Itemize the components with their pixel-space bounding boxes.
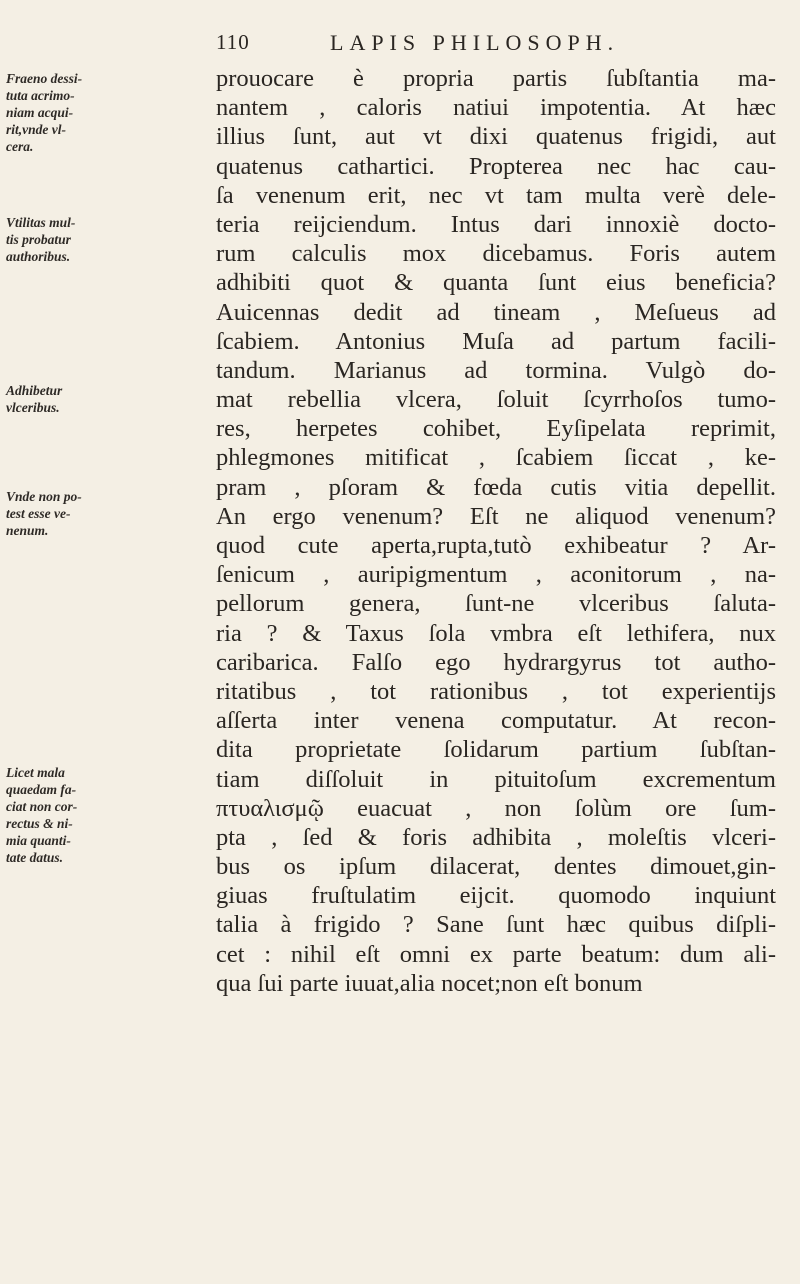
text-line: ritatibus , tot rationibus , tot experientijs: [216, 677, 776, 705]
text-line: ſcabiem. Antonius Muſa ad partum facili-: [216, 327, 776, 355]
page-header: [200, 30, 760, 60]
text-line: pellorum genera, ſunt-ne vlceribus ſaluta-: [216, 590, 776, 618]
margin-note: [6, 488, 210, 539]
text-line: caribarica. Falſo ego hydrargyrus tot autho-: [216, 648, 776, 676]
margin-note-line: authoribus.: [6, 249, 71, 264]
margin-note-line: Vnde non po-: [6, 489, 82, 504]
text-line: tiam diſſoluit in pituitoſum excrementum: [216, 765, 776, 793]
text-line: tandum. Marianus ad tormina. Vulgò do-: [216, 356, 776, 384]
margin-note: [6, 214, 210, 265]
body-text: [216, 64, 776, 998]
text-line: ſenicum , auripigmentum , aconitorum , na-: [216, 561, 776, 589]
text-line: res, herpetes cohibet, Eyſipelata reprimit,: [216, 415, 776, 443]
text-line: cet : nihil eſt omni ex parte beatum: dum ali-: [216, 940, 776, 968]
margin-note: [6, 764, 210, 866]
margin-note-line: vlceribus.: [6, 400, 60, 415]
text-line: teria reijciendum. Intus dari innoxiè docto-: [216, 210, 776, 238]
margin-note-line: Fraeno dessi-: [6, 71, 83, 86]
text-line: dita proprietate ſolidarum partium ſubſtan-: [216, 736, 776, 764]
margin-note-line: rectus & ni-: [6, 816, 73, 831]
text-line: ſa venenum erit, nec vt tam multa verè dele-: [216, 181, 776, 209]
running-title: LAPIS PHILOSOPH.: [330, 30, 620, 55]
margin-note-line: Adhibetur: [6, 383, 63, 398]
margin-note-line: ciat non cor-: [6, 799, 78, 814]
margin-note-line: test esse ve-: [6, 506, 71, 521]
text-line: nantem , caloris natiui impotentia. At hæc: [216, 94, 776, 122]
margin-note: [6, 382, 210, 416]
text-line: prouocare è propria partis ſubſtantia ma-: [216, 65, 776, 92]
margin-note-line: rit,vnde vl-: [6, 122, 66, 137]
text-line: pta , ſed & foris adhibita , moleſtis vlceri-: [216, 823, 776, 851]
page-number: 110: [216, 30, 250, 54]
margin-note-line: quaedam fa-: [6, 782, 77, 797]
margin-notes: [6, 0, 210, 1284]
margin-note-line: tate datus.: [6, 850, 64, 865]
text-line: ria ? & Taxus ſola vmbra eſt lethifera, nux: [216, 619, 776, 647]
margin-note-line: tuta acrimo-: [6, 88, 75, 103]
text-line: aſſerta inter venena computatur. At recon-: [216, 707, 776, 735]
text-line: mat rebellia vlcera, ſoluit ſcyrrhoſos tumo-: [216, 386, 776, 414]
text-line: bus os ipſum dilacerat, dentes dimouet,gin-: [216, 853, 776, 881]
text-line: quatenus cathartici. Propterea nec hac cau-: [216, 152, 776, 180]
text-line: talia à frigido ? Sane ſunt hæc quibus diſpli-: [216, 911, 776, 939]
text-line: giuas fruſtulatim eijcit. quomodo inquiunt: [216, 882, 776, 910]
margin-note-line: tis probatur: [6, 232, 71, 247]
text-line: pram , pſoram & fœda cutis vitia depellit.: [216, 473, 776, 501]
text-line: quod cute aperta,rupta,tutò exhibeatur ? Ar-: [216, 532, 776, 559]
margin-note: [6, 70, 210, 155]
margin-note-line: niam acqui-: [6, 105, 74, 120]
text-line: Auicennas dedit ad tineam , Meſueus ad: [216, 298, 776, 326]
text-line: adhibiti quot & quanta ſunt eius beneficia?: [216, 269, 776, 297]
margin-note-line: cera.: [6, 139, 34, 154]
text-line: An ergo venenum? Eſt ne aliquod venenum?: [216, 502, 776, 530]
margin-note-line: Vtilitas mul-: [6, 215, 76, 230]
text-line: phlegmones mitificat , ſcabiem ſiccat , ke-: [216, 444, 776, 472]
margin-note-line: Licet mala: [6, 765, 65, 780]
text-line: illius ſunt, aut vt dixi quatenus frigidi, aut: [216, 123, 776, 151]
margin-note-line: mia quanti-: [6, 833, 71, 848]
text-line: qua ſui parte iuuat,alia nocet;non eſt bonum: [216, 969, 643, 997]
text-line: πτυαλισμῷ euacuat , non ſolùm ore ſum-: [216, 794, 776, 822]
margin-note-line: nenum.: [6, 523, 49, 538]
text-line: rum calculis mox dicebamus. Foris autem: [216, 240, 776, 268]
